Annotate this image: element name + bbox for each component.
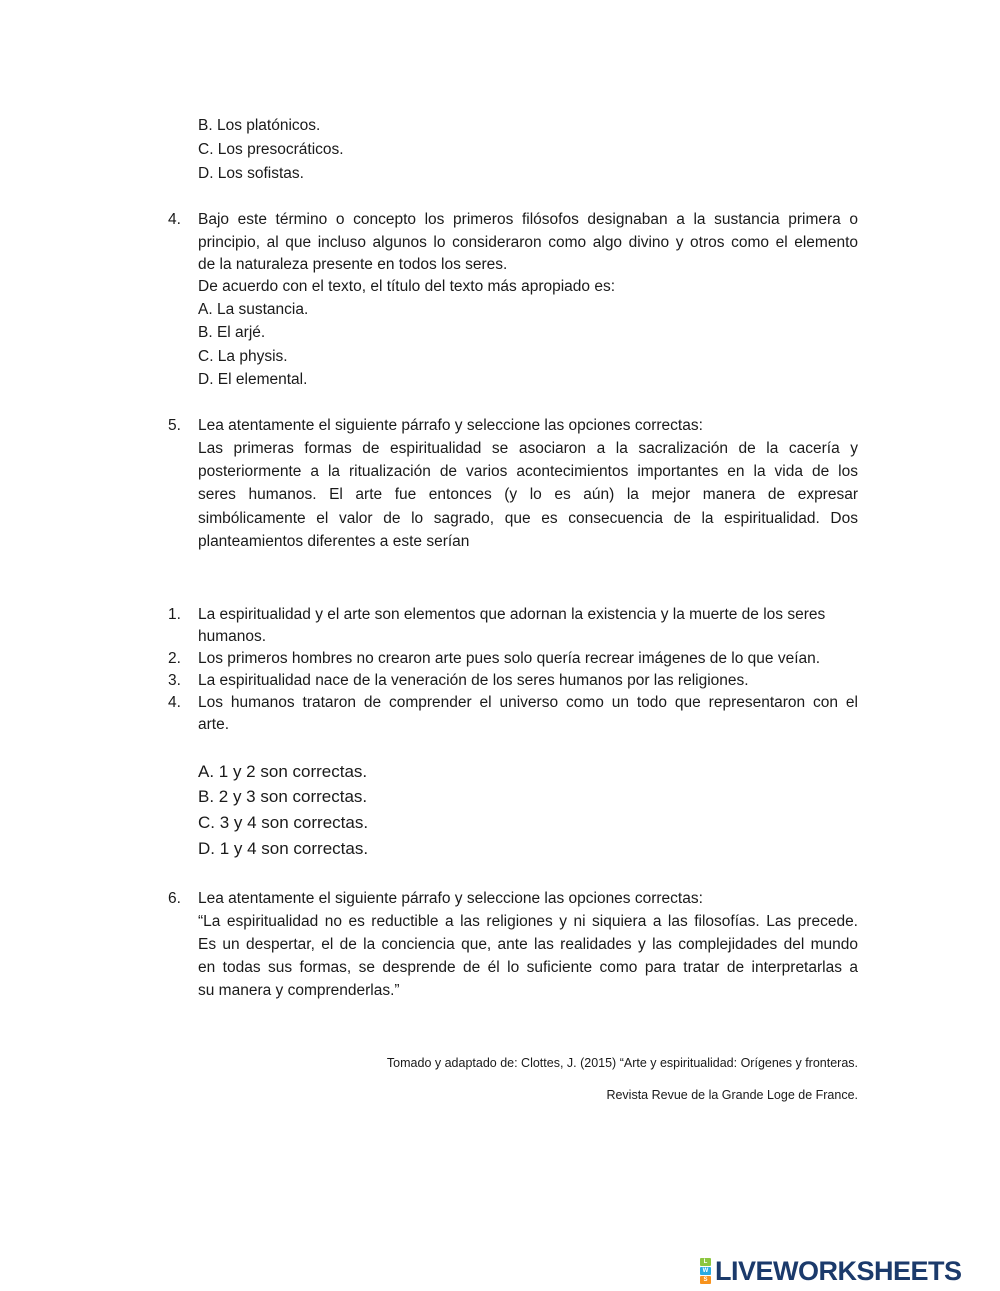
q5-paragraph-line-3: seres humanos. El arte fue entonces (y lo es aún) la mejor manera de expresar [198,486,858,503]
q6-quote-line-1: “La espiritualidad no es reductible a las religiones y ni siquiera a las filosofías. Las precede. [198,913,858,930]
q4-option-d: D. El elemental. [198,371,308,388]
q5-paragraph-line-4: simbólicamente el valor de lo sagrado, que es consecuencia de la espiritualidad. Dos [198,510,858,527]
citation-line-1: Tomado y adaptado de: Clottes, J. (2015) “Arte y espiritualidad: Orígenes y fronteras. [386,1056,858,1070]
q6-instruction: Lea atentamente el siguiente párrafo y seleccione las opciones correctas: [198,890,703,907]
statement-4-line-2: arte. [198,716,230,733]
q4-option-b: B. El arjé. [198,324,266,341]
q5-option-d: D. 1 y 4 son correctas. [198,839,369,858]
q5-option-c: C. 3 y 4 son correctas. [198,813,369,832]
q4-text-line-1: Bajo este término o concepto los primeros filósofos designaban a la sustancia primera o [198,211,858,228]
statement-1-line-2: humanos. [198,628,267,645]
q3-option-b: B. Los platónicos. [198,117,321,134]
logo-text: LIVEWORKSHEETS [715,1255,962,1286]
q5-option-a: A. 1 y 2 son correctas. [198,762,368,781]
logo-mark-l: L [700,1258,711,1266]
statement-1-number: 1. [168,606,181,623]
q3-option-c: C. Los presocráticos. [198,141,344,158]
q4-prompt: De acuerdo con el texto, el título del texto más apropiado es: [198,278,616,295]
q4-number: 4. [168,211,181,228]
statement-3-number: 3. [168,672,181,689]
liveworksheets-logo [700,1256,962,1286]
statement-2-number: 2. [168,650,181,667]
q3-option-d: D. Los sofistas. [198,165,304,182]
q6-number: 6. [168,890,181,907]
logo-mark-icon [700,1258,711,1284]
q6-quote-line-3: en todas sus formas, se desprende de él lo suficiente como para tratar de interpretarlas a [198,959,858,976]
citation-line-2: Revista Revue de la Grande Loge de France. [606,1088,858,1102]
q6-quote-line-4: su manera y comprenderlas.” [198,982,400,999]
q5-paragraph-line-2: posteriormente a la ritualización de varios acontecimientos importantes en la vida de los [198,463,858,480]
statement-1-line-1: La espiritualidad y el arte son elementos que adornan la existencia y la muerte de los seres [198,606,826,623]
q4-option-a: A. La sustancia. [198,301,309,318]
q4-text-line-2: principio, al que incluso algunos lo consideraron como algo divino y otros como el elemento [198,234,858,251]
statement-4-line-1: Los humanos trataron de comprender el universo como un todo que representaron con el [198,694,858,711]
logo-mark-s: S [700,1276,711,1284]
statement-3-line-1: La espiritualidad nace de la veneración de los seres humanos por las religiones. [198,672,749,689]
statement-2-line-1: Los primeros hombres no crearon arte pues solo quería recrear imágenes de lo que veían. [198,650,821,667]
q6-quote-line-2: Es un despertar, el de la conciencia que, ante las realidades y las complejidades del mundo [198,936,858,953]
q4-option-c: C. La physis. [198,348,288,365]
q5-instruction: Lea atentamente el siguiente párrafo y seleccione las opciones correctas: [198,417,703,434]
q5-paragraph-line-1: Las primeras formas de espiritualidad se asociaron a la sacralización de la cacería y [198,440,858,457]
q4-text-line-3: de la naturaleza presente en todos los seres. [198,256,508,273]
logo-mark-w: W [700,1267,711,1275]
q5-number: 5. [168,417,181,434]
statement-4-number: 4. [168,694,181,711]
q5-paragraph-line-5: planteamientos diferentes a este serían [198,533,470,550]
q5-option-b: B. 2 y 3 son correctas. [198,787,368,806]
